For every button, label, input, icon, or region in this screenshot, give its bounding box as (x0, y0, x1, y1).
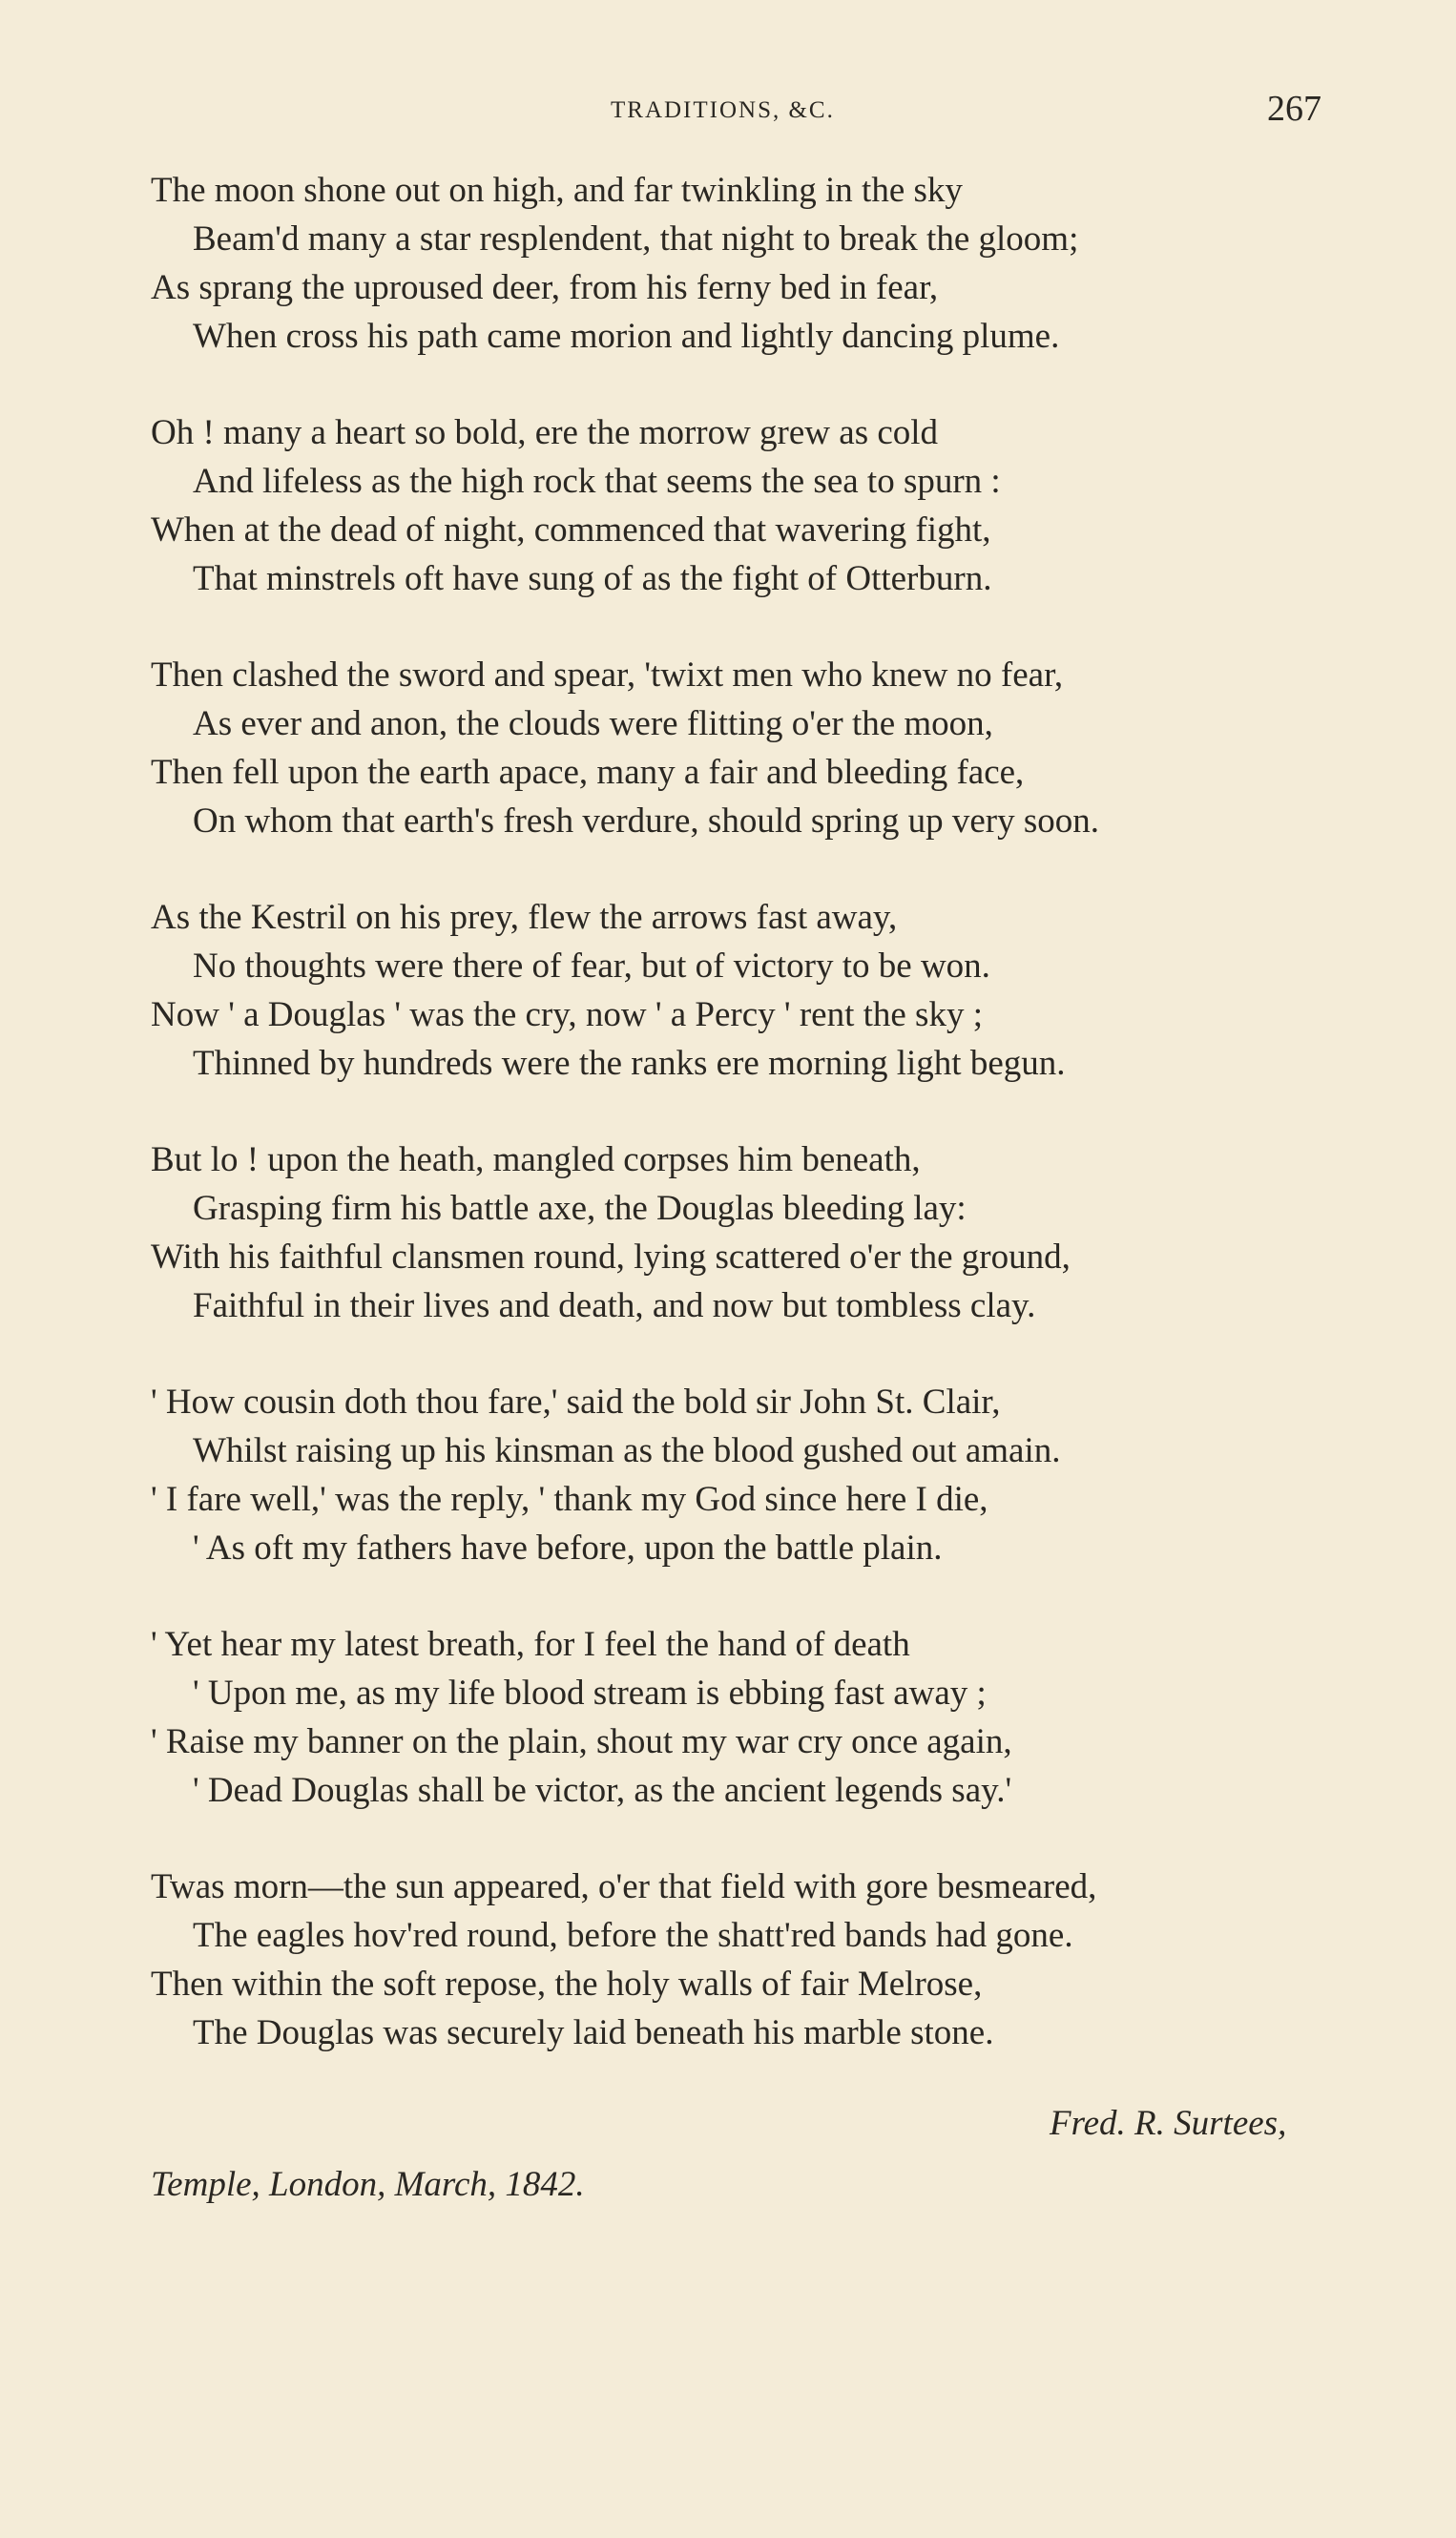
poem-line: ' Upon me, as my life blood stream is ebbing fast away ; (193, 1674, 987, 1713)
poem-line: And lifeless as the high rock that seems the sea to spurn : (193, 462, 1001, 501)
poem-line: That minstrels oft have sung of as the fight of Otterburn. (193, 559, 992, 598)
poem-line: The Douglas was securely laid beneath his marble stone. (193, 2013, 994, 2052)
poem-line: ' I fare well,' was the reply, ' thank my God since here I die, (151, 1480, 988, 1519)
poem-line: ' As oft my fathers have before, upon the battle plain. (193, 1529, 943, 1568)
poem-line: With his faithful clansmen round, lying scattered o'er the ground, (151, 1238, 1071, 1277)
poem-line: Whilst raising up his kinsman as the blood gushed out amain. (193, 1431, 1061, 1470)
poem-line: When cross his path came morion and lightly dancing plume. (193, 317, 1060, 356)
page-number: 267 (1267, 89, 1321, 129)
poem-line: As the Kestril on his prey, flew the arrows fast away, (151, 898, 898, 937)
poem-line: Then clashed the sword and spear, 'twixt men who knew no fear, (151, 655, 1064, 695)
poem-line: Thinned by hundreds were the ranks ere morning light begun. (193, 1044, 1066, 1083)
poem-line: Beam'd many a star resplendent, that night to break the gloom; (193, 219, 1079, 259)
poem-line: Faithful in their lives and death, and now but tombless clay. (193, 1286, 1036, 1325)
stanza (151, 1378, 1334, 1572)
poem-line: Then within the soft repose, the holy walls of fair Melrose, (151, 1965, 983, 2004)
author-signature: Fred. R. Surtees, (1050, 2104, 1287, 2143)
poem-line: ' Dead Douglas shall be victor, as the ancient legends say.' (193, 1771, 1012, 1810)
poem-line: ' Yet hear my latest breath, for I feel the hand of death (151, 1625, 910, 1664)
stanza (151, 166, 1334, 361)
poem-line: ' Raise my banner on the plain, shout my war cry once again, (151, 1722, 1012, 1761)
running-head (0, 88, 1456, 135)
poem-line: But lo ! upon the heath, mangled corpses him beneath, (151, 1140, 921, 1179)
stanza (151, 408, 1334, 603)
poem-line: The eagles hov'red round, before the shatt'red bands had gone. (193, 1916, 1073, 1955)
poem-line: Oh ! many a heart so bold, ere the morrow grew as cold (151, 413, 939, 452)
poem-line: No thoughts were there of fear, but of victory to be won. (193, 947, 990, 986)
poem-line: On whom that earth's fresh verdure, should spring up very soon. (193, 801, 1099, 841)
running-title: TRADITIONS, &C. (611, 97, 835, 123)
poem-line: Now ' a Douglas ' was the cry, now ' a Percy ' rent the sky ; (151, 995, 983, 1034)
poem-line: Grasping firm his battle axe, the Douglas bleeding lay: (193, 1189, 967, 1228)
poem-line: The moon shone out on high, and far twinkling in the sky (151, 171, 963, 210)
poem-line: Then fell upon the earth apace, many a fair and bleeding face, (151, 753, 1025, 792)
poem-body (151, 166, 1334, 2105)
poem-line: Twas morn—the sun appeared, o'er that field with gore besmeared, (151, 1867, 1097, 1906)
poem-line: As ever and anon, the clouds were flitting o'er the moon, (193, 704, 993, 743)
poem-line: When at the dead of night, commenced that wavering fight, (151, 510, 991, 550)
stanza (151, 1620, 1334, 1815)
poem-line: As sprang the uproused deer, from his ferny bed in fear, (151, 268, 939, 307)
stanza (151, 1135, 1334, 1330)
dateline: Temple, London, March, 1842. (151, 2165, 585, 2204)
stanza (151, 651, 1334, 845)
stanza (151, 1862, 1334, 2057)
stanza (151, 893, 1334, 1088)
poem-line: ' How cousin doth thou fare,' said the bold sir John St. Clair, (151, 1383, 1001, 1422)
